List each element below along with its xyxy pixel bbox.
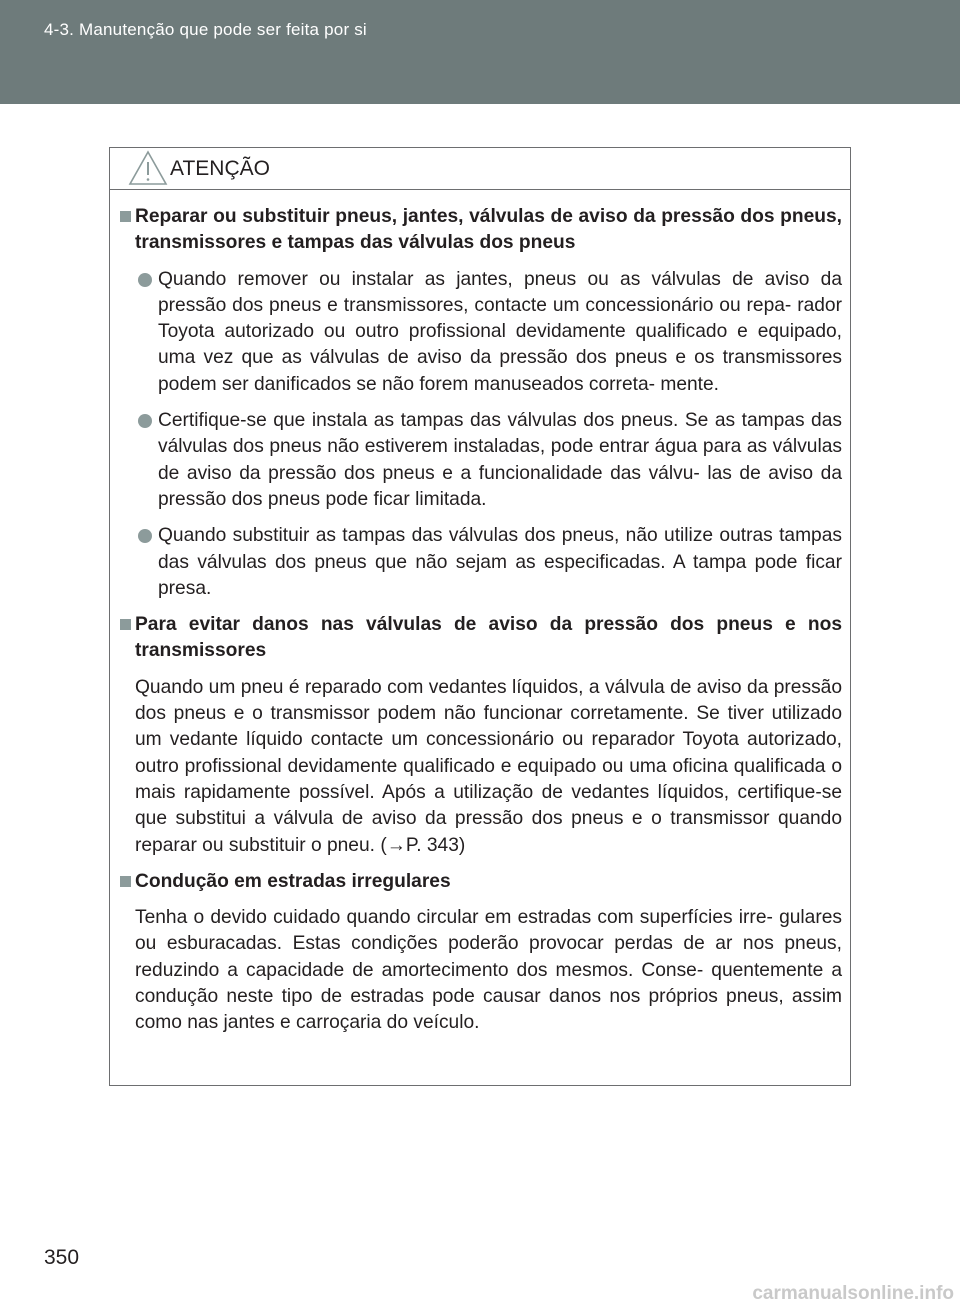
list-item [135,408,842,513]
bullet-text: Certifique-se que instala as tampas das válvulas dos pneus. Se as tampas das válvulas dos pneus não estiverem instaladas, pode entrar água para as válvulas de aviso da pressão dos pneus e a funcionalidade das válvu- las de aviso da pressão dos pneus pode ficar limitada. [158,410,842,510]
list-item [135,267,842,398]
section-paragraph: Tenha o devido cuidado quando circular em estradas com superfícies irre- gulares ou esburacadas. Estas condições poderão provocar perdas de ar nos pneus, reduzindo a capacidade de amortecimento dos mesmos. Conse- quentemente a condução neste tipo de estradas pode causar danos nos próprios pneus, assim como nas jantes e carroçaria do veículo. [135,907,842,1034]
list-item [135,523,842,602]
circle-bullet-icon [138,273,152,287]
warning-title: ATENÇÃO [170,157,270,180]
page-number: 350 [44,1246,80,1269]
warning-header [110,148,850,190]
section-2 [118,612,842,859]
circle-bullet-icon [138,529,152,543]
section-paragraph: Quando um pneu é reparado com vedantes líquidos, a válvula de aviso da pressão dos pneus e o transmissor podem não funcionar corretamente. Se tiver utilizado um vedante líquido contacte um concessionário ou reparador Toyota autorizado, outro profissional devidamente qualificado e equipado ou uma oficina qualificada o mais rapidamente possível. Após a utilização de vedantes líquidos, certifique-se que substitui a válvula de aviso da pressão dos pneus e o transmissor quando reparar ou substituir o pneu. (→P. 343) [135,676,842,856]
section-heading: Condução em estradas irregulares [135,870,451,892]
section-1 [118,204,842,602]
bullet-text: Quando substituir as tampas das válvulas dos pneus, não utilize outras tampas das válvulas dos pneus que não sejam as especificadas. A tampa pode ficar presa. [158,525,842,599]
watermark-url: carmanualsonline.info [752,1283,954,1304]
section-title: 4-3. Manutenção que pode ser feita por si [44,20,367,39]
square-bullet-icon [120,619,131,630]
square-bullet-icon [120,211,131,222]
page-header [0,0,960,104]
warning-content [110,190,850,1047]
warning-box [109,147,851,1086]
section-heading: Reparar ou substituir pneus, jantes, válvulas de aviso da pressão dos pneus, transmissores e tampas das válvulas dos pneus [135,206,842,254]
circle-bullet-icon [138,414,152,428]
warning-triangle-icon [128,150,168,186]
section-heading: Para evitar danos nas válvulas de aviso da pressão dos pneus e nos transmissores [135,614,842,662]
square-bullet-icon [120,876,131,887]
section-3 [118,869,842,1037]
bullet-text: Quando remover ou instalar as jantes, pneus ou as válvulas de aviso da pressão dos pneus e transmissores, contacte um concessionário ou repa- rador Toyota autorizado ou outro profissional devidamente qualificado e equipado, uma vez que as válvulas de aviso da pressão dos pneus e os transmissores podem ser danificados se não forem manuseados correta- mente. [158,268,842,395]
